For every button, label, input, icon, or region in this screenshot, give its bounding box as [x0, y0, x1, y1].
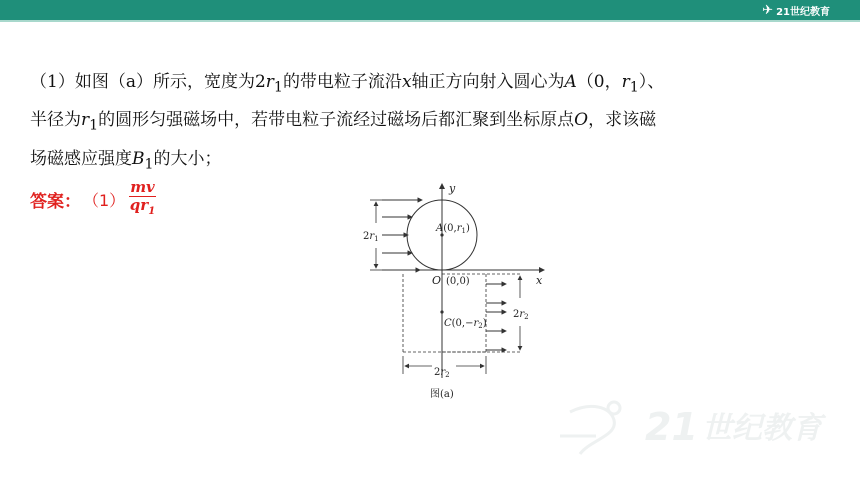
- answer-denominator: $qr_1$: [129, 196, 156, 217]
- brand-logo: [762, 1, 830, 19]
- bottom-width-label: $2r_2$: [434, 367, 450, 379]
- answer: [30, 180, 156, 219]
- center-c-dot: [440, 310, 443, 313]
- runner-logo-icon: ✈: [762, 2, 774, 18]
- point-a-label: $A(0,r_1)$: [436, 223, 470, 235]
- answer-fraction: [129, 180, 156, 219]
- brand-name: 21世纪教育: [776, 6, 830, 18]
- answer-label: 答案：: [30, 192, 81, 212]
- watermark-logo-icon: [550, 392, 840, 472]
- origin-label: O: [432, 274, 442, 287]
- right-width-label: $2r_2$: [513, 309, 529, 321]
- origin-coords: (0,0): [446, 276, 470, 287]
- left-width-label: $2r_1$: [363, 231, 379, 243]
- x-axis-label: x: [536, 274, 543, 287]
- header-divider: [0, 20, 860, 22]
- problem-text: [30, 66, 830, 181]
- figure-caption: 图(a): [430, 389, 454, 400]
- y-axis-label: y: [449, 182, 456, 195]
- svg-text:21: 21: [645, 405, 698, 449]
- problem-line-3: 场磁感应强度$B_1$的大小；: [30, 148, 222, 173]
- problem-line-1: （1）如图（a）所示，宽度为$2r_1$的带电粒子流沿x轴正方向射入圆心为A（0，$r_1$）、: [30, 72, 665, 96]
- point-c-label: $C(0,-r_2)$: [444, 318, 487, 330]
- incoming-particle-beam: [382, 200, 422, 270]
- header-bar: [0, 0, 860, 20]
- magnetic-field-figure: [356, 178, 556, 408]
- outgoing-particle-beam: [486, 284, 506, 350]
- svg-text:世纪教育: 世纪教育: [702, 411, 822, 446]
- answer-part-number: （1）: [83, 191, 126, 210]
- problem-line-2: 半径为$r_1$的圆形匀强磁场中，若带电粒子流经过磁场后都汇聚到坐标原点O，求该磁: [30, 110, 657, 134]
- answer-numerator: mv: [130, 178, 155, 196]
